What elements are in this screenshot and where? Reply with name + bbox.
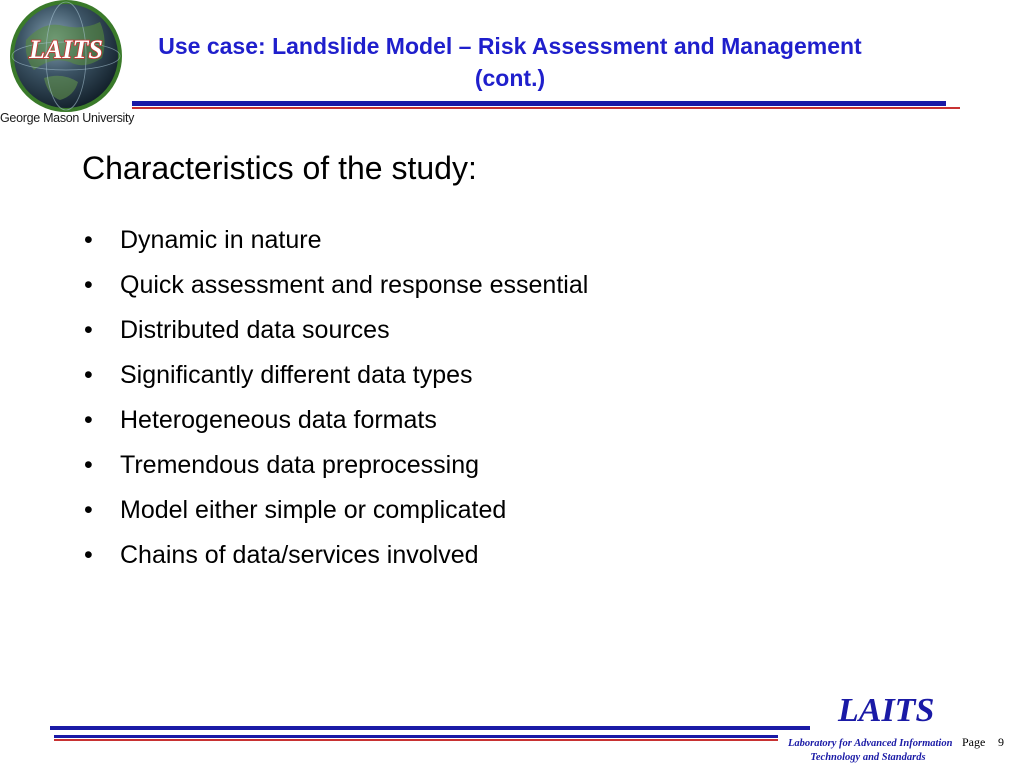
bullet-icon: • [84,271,93,299]
bullet-text: Tremendous data preprocessing [120,451,479,479]
page-number: 9 [998,735,1004,749]
footer-divider-blue-lower [54,735,778,738]
footer-subtitle-line2: Technology and Standards [810,752,926,763]
title-divider-blue [132,101,946,106]
footer-brand: LAITS [838,692,935,729]
bullet-text: Quick assessment and response essential [120,271,589,299]
page-label: Page [962,735,986,749]
bullet-icon: • [84,406,93,434]
logo-text: LAITS [29,35,103,64]
bullet-text: Heterogeneous data formats [120,406,437,434]
footer-subtitle-line1: Laboratory for Advanced Information [788,738,953,749]
bullet-text: Dynamic in nature [120,226,322,254]
bullet-icon: • [84,496,93,524]
bullet-text: Chains of data/services involved [120,541,479,569]
bullet-text: Model either simple or complicated [120,496,507,524]
bullet-icon: • [84,451,93,479]
footer-divider-red [54,739,778,741]
section-heading: Characteristics of the study: [82,150,477,186]
footer-divider-blue [50,726,810,730]
university-caption: George Mason University [0,111,135,125]
slide-title: Use case: Landslide Model – Risk Assessment and Management (cont.) [158,33,862,91]
bullet-icon: • [84,361,93,389]
bullet-icon: • [84,226,93,254]
bullet-icon: • [84,316,93,344]
bullet-text: Significantly different data types [120,361,473,389]
title-divider-red [132,107,960,109]
bullet-text: Distributed data sources [120,316,390,344]
bullet-icon: • [84,541,93,569]
